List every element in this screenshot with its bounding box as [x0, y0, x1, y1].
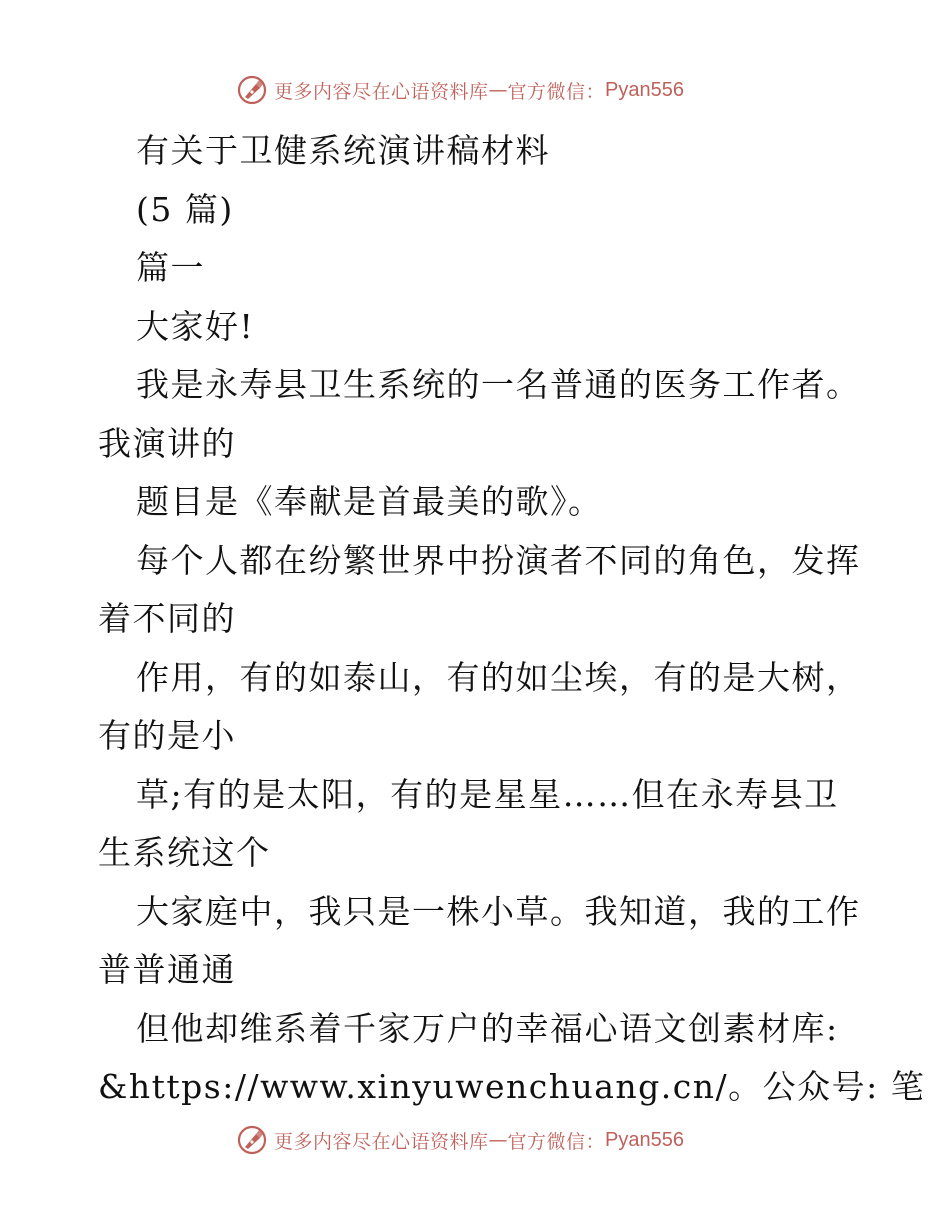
banner-contact-label: 官方微信：: [507, 80, 606, 103]
text-line: 题目是《奉献是首最美的歌》。: [136, 482, 603, 521]
header-watermark-banner: [236, 72, 684, 108]
text-line: 普普通通: [98, 950, 236, 989]
text-line: 草;有的是太阳，有的是星星……但在永寿县卫: [136, 774, 839, 814]
text-line: 有的是小: [98, 716, 236, 755]
footer-watermark-banner: [236, 1122, 684, 1158]
text-line: 有关于卫健系统演讲稿材料: [136, 131, 550, 170]
text-line: 但他却维系着千家万户的幸福心语文创素材库:: [136, 1008, 839, 1048]
text-line: 作用，有的如泰山，有的如尘埃，有的是大树，: [136, 657, 861, 697]
text-line: 篇一: [136, 248, 205, 287]
text-line: 大家庭中，我只是一株小草。我知道，我的工作: [136, 891, 861, 931]
text-line: 我演讲的: [98, 423, 236, 463]
text-line: 着不同的: [98, 599, 236, 638]
banner-site-text: 更多内容尽在心语资料库: [274, 1130, 489, 1153]
banner-separator: —: [488, 79, 508, 101]
banner-site-text: 更多内容尽在心语资料库: [274, 80, 489, 103]
text-line: 生系统这个: [98, 833, 271, 872]
text-line: &https://www.xinyuwenchuang.cn/。公众号: 笔: [98, 1067, 926, 1106]
text-line: 我是永寿县卫生系统的一名普通的医务工作者。: [136, 365, 861, 404]
pen-nib-logo-icon: [236, 1124, 268, 1156]
banner-contact-label: 官方微信：: [507, 1130, 606, 1153]
banner-separator: —: [488, 1129, 508, 1151]
text-line: 每个人都在纷繁世界中扮演者不同的角色，发挥: [136, 540, 861, 580]
banner-contact-id: Pyan556: [605, 78, 684, 101]
text-line: 大家好!: [136, 306, 255, 346]
banner-contact-id: Pyan556: [605, 1128, 684, 1151]
text-line: (5 篇): [136, 189, 234, 229]
pen-nib-logo-icon: [236, 74, 268, 106]
document-body: [98, 122, 926, 1117]
